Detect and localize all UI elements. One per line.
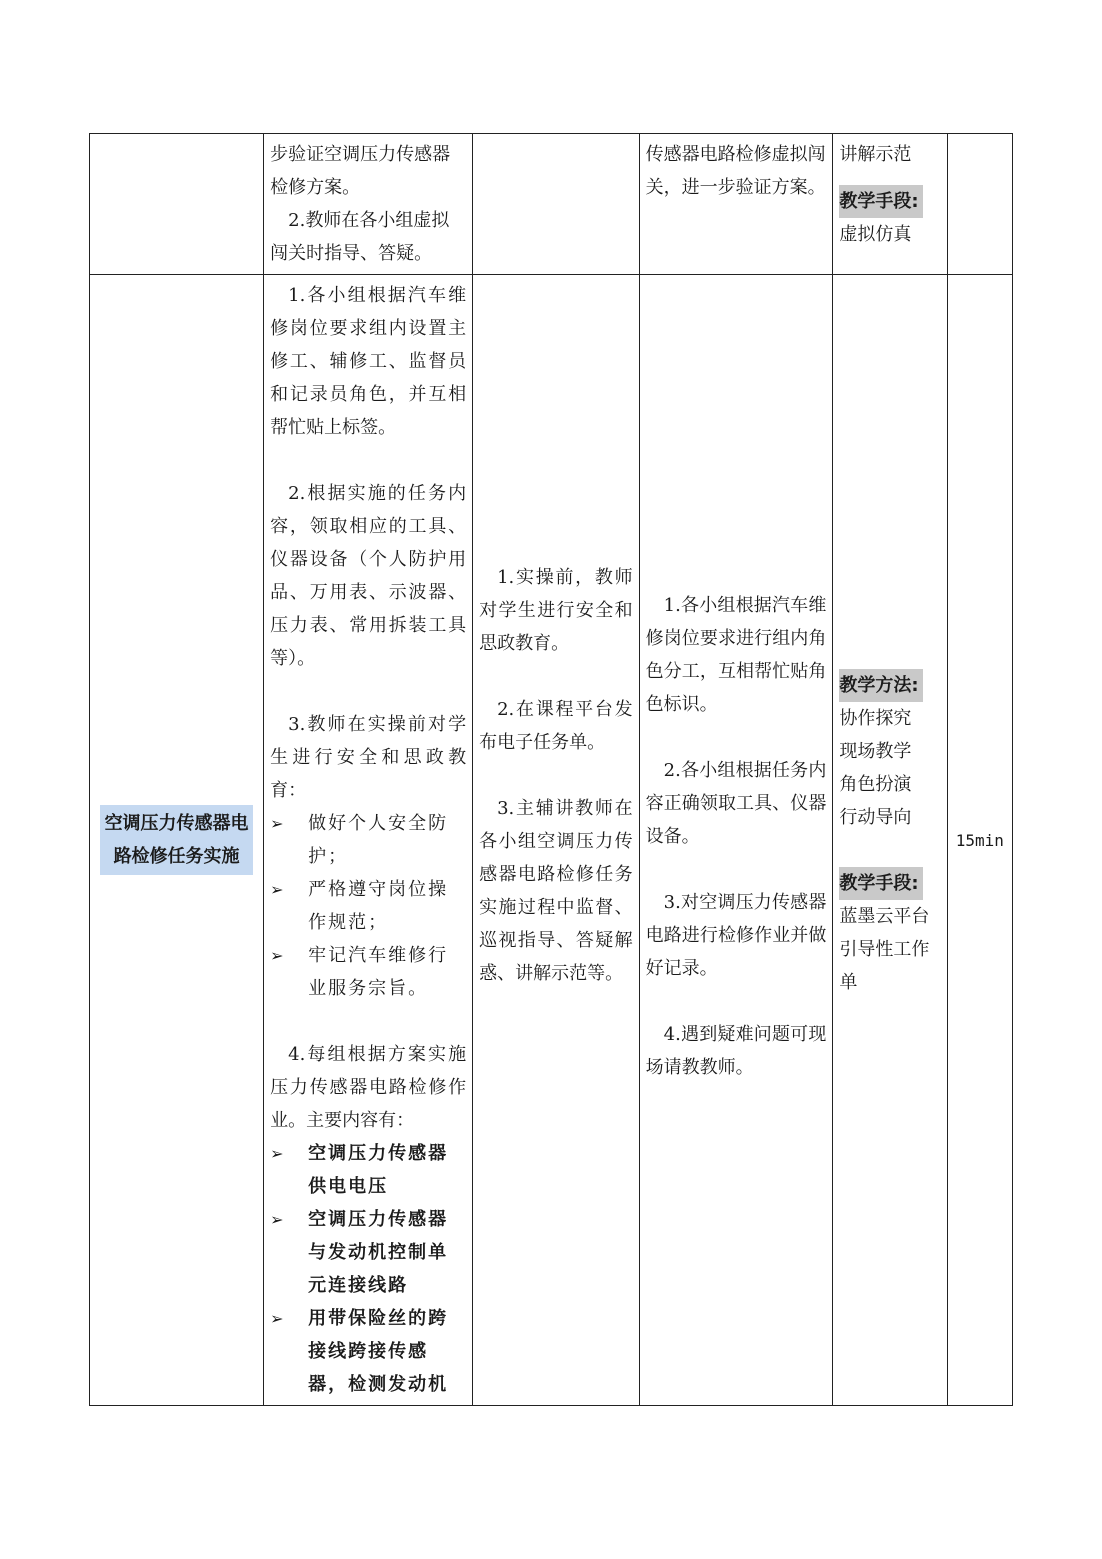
time-cell <box>947 134 1012 275</box>
student-cell <box>639 134 833 275</box>
lesson-plan-table <box>89 133 1013 1406</box>
student-text: 3.对空调压力传感器电路进行检修作业并做好记录。 <box>645 892 827 979</box>
method-item: 角色扮演 <box>839 774 912 795</box>
content-cell <box>264 275 473 1406</box>
table-row <box>90 134 1013 275</box>
stage-cell <box>90 134 264 275</box>
list-item: ➢ 牢记汽车维修行业服务宗旨。 <box>270 939 466 1005</box>
student-text: 1.各小组根据汽车维修岗位要求进行组内角色分工，互相帮忙贴角色标识。 <box>645 595 827 715</box>
means-text: 虚拟仿真 <box>839 224 912 245</box>
arrow-bullet-icon: ➢ <box>270 880 284 899</box>
method-item: 协作探究 <box>839 708 912 729</box>
teacher-text: 1.实操前，教师对学生进行安全和思政教育。 <box>479 567 633 654</box>
content-cell <box>264 134 473 275</box>
means-label: 教学手段: <box>839 185 922 218</box>
method-cell <box>833 275 947 1406</box>
content-text: 步验证空调压力传感器检修方案。 <box>270 144 451 198</box>
method-item: 现场教学 <box>839 741 912 762</box>
teacher-text: 2.在课程平台发布电子任务单。 <box>479 699 633 753</box>
list-item: ➢ 严格遵守岗位操作规范； <box>270 873 466 939</box>
content-text: 2.教师在各小组虚拟闯关时指导、答疑。 <box>270 210 450 264</box>
arrow-bullet-icon: ➢ <box>270 814 284 833</box>
means-label: 教学手段: <box>839 867 922 900</box>
means-item: 引导性工作单 <box>839 939 930 993</box>
stage-title: 空调压力传感器电路检修任务实施 <box>100 805 253 875</box>
list-item: ➢ 空调压力传感器供电电压 <box>270 1137 466 1203</box>
arrow-bullet-icon: ➢ <box>270 946 284 965</box>
table-row <box>90 275 1013 1406</box>
arrow-bullet-icon: ➢ <box>270 1144 284 1163</box>
arrow-bullet-icon: ➢ <box>270 1309 284 1328</box>
duration: 15min <box>955 830 1004 850</box>
list-item: ➢ 做好个人安全防护； <box>270 807 466 873</box>
stage-cell <box>90 275 264 1406</box>
student-text: 2.各小组根据任务内容正确领取工具、仪器设备。 <box>645 760 827 847</box>
arrow-bullet-icon: ➢ <box>270 1210 284 1229</box>
student-cell <box>639 275 833 1406</box>
method-item: 行动导向 <box>839 807 912 828</box>
content-text: 3.教师在实操前对学生进行安全和思政教育： <box>270 714 467 801</box>
time-cell <box>947 275 1012 1406</box>
list-item: ➢ 空调压力传感器与发动机控制单元连接线路 <box>270 1203 466 1302</box>
student-text: 4.遇到疑难问题可现场请教教师。 <box>645 1024 827 1078</box>
list-item: ➢ 用带保险丝的跨接线跨接传感器，检测发动机 <box>270 1302 466 1401</box>
student-text: 传感器电路检修虚拟闯关，进一步验证方案。 <box>645 144 826 198</box>
teacher-cell <box>473 134 640 275</box>
method-label: 教学方法: <box>839 669 922 702</box>
means-item: 蓝墨云平台 <box>839 906 930 927</box>
method-text: 讲解示范 <box>839 144 912 165</box>
content-text: 2.根据实施的任务内容，领取相应的工具、仪器设备（个人防护用品、万用表、示波器、压力表、常用拆装工具等）。 <box>270 483 467 669</box>
teacher-text: 3.主辅讲教师在各小组空调压力传感器电路检修任务实施过程中监督、巡视指导、答疑解惑、讲解示范等。 <box>479 798 633 984</box>
teacher-cell <box>473 275 640 1406</box>
content-text: 4.每组根据方案实施压力传感器电路检修作业。主要内容有： <box>270 1044 467 1131</box>
method-cell <box>833 134 947 275</box>
content-text: 1.各小组根据汽车维修岗位要求组内设置主修工、辅修工、监督员和记录员角色，并互相帮忙贴上标签。 <box>270 285 467 438</box>
